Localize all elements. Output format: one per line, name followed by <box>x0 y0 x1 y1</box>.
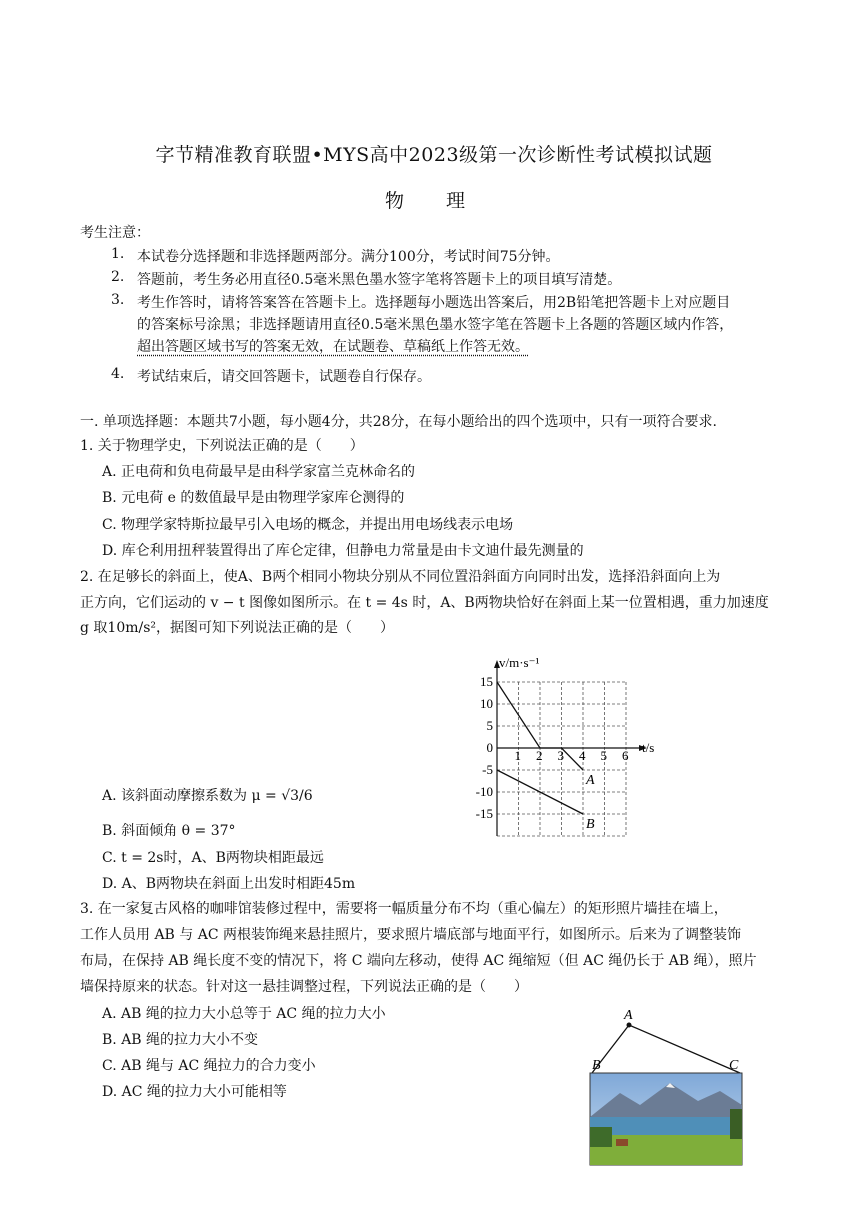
q3-option-a: A. AB 绳的拉力大小总等于 AC 绳的拉力大小 <box>102 1006 386 1022</box>
q2-option-d: D. A、B两物块在斜面上出发时相距45m <box>102 876 356 892</box>
q1-option-d: D. 库仑利用扭秤装置得出了库仑定律，但静电力常量是由卡文迪什最先测量的 <box>102 543 584 559</box>
label-c: C <box>729 1058 739 1073</box>
notice-item-2-num: 2. <box>111 269 125 285</box>
q2-stem-line-1: 2. 在足够长的斜面上，使A、B两个相同小物块分别从不同位置沿斜面方向同时出发，选择沿斜面向上为 <box>80 569 721 585</box>
q1-option-c: C. 物理学家特斯拉最早引入电场的概念，并提出用电场线表示电场 <box>102 517 514 533</box>
q3-stem-line-3: 布局，在保持 AB 绳长度不变的情况下，将 C 端向左移动，使得 AC 绳缩短（但 AC 绳仍长于 AB 绳），照片 <box>80 953 757 969</box>
q2-stem-line-2: 正方向，它们运动的 v − t 图像如图所示。在 t = 4s 时，A、B两物块恰好在斜面上某一位置相遇，重力加速度 <box>80 595 769 611</box>
x-axis-label: t/s <box>642 740 655 755</box>
series-label-a: A <box>586 773 595 788</box>
x-tick-label: 2 <box>536 748 543 763</box>
q3-stem-line-2: 工作人员用 AB 与 AC 两根装饰绳来悬挂照片，要求照片墙底部与地面平行，如图所示。后来为了调整装饰 <box>80 927 742 943</box>
x-tick-label: 4 <box>579 748 586 763</box>
q3-option-b: B. AB 绳的拉力大小不变 <box>102 1032 259 1048</box>
hanging-picture-figure <box>580 1005 755 1170</box>
notice-item-4: 考试结束后，请交回答题卡，试题卷自行保存。 <box>137 369 431 385</box>
y-tick-label: -15 <box>475 806 493 821</box>
x-tick-label: 5 <box>600 748 607 763</box>
notice-item-1: 本试卷分选择题和非选择题两部分。满分100分，考试时间75分钟。 <box>137 249 560 265</box>
q2-option-c: C. t = 2s时，A、B两物块相距最远 <box>102 850 324 866</box>
section-1-heading: 一. 单项选择题：本题共7小题，每小题4分，共28分，在每小题给出的四个选项中，只有一项符合要求. <box>80 414 717 430</box>
notice-item-3-num: 3. <box>111 292 125 308</box>
vt-graph <box>455 655 660 845</box>
y-tick-label: 5 <box>486 718 493 733</box>
exam-title: 字节精准教育联盟•MYS高中2023级第一次诊断性考试模拟试题 <box>155 144 713 166</box>
q3-option-c: C. AB 绳与 AC 绳拉力的合力变小 <box>102 1058 316 1074</box>
rope-ac <box>629 1025 740 1073</box>
q1-stem: 1. 关于物理学史，下列说法正确的是（ ） <box>80 438 364 454</box>
x-tick-label: 3 <box>557 748 564 763</box>
subject-title: 物 理 <box>384 190 484 212</box>
notice-item-4-num: 4. <box>111 366 125 382</box>
q1-option-a: A. 正电荷和负电荷最早是由科学家富兰克林命名的 <box>102 464 416 480</box>
x-tick-label: 6 <box>622 748 629 763</box>
notice-item-3-line-2: 的答案标号涂黑；非选择题请用直径0.5毫米黑色墨水签字笔在答题卡上各题的答题区域内作答， <box>137 317 734 333</box>
y-tick-label: 10 <box>480 696 493 711</box>
notice-item-3-line-3: 超出答题区域书写的答案无效，在试题卷、草稿纸上作答无效。 <box>137 339 529 355</box>
q1-option-b: B. 元电荷 e 的数值最早是由物理学家库仑测得的 <box>102 490 405 506</box>
notice-item-3-line-1: 考生作答时，请将答案答在答题卡上。选择题每小题选出答案后，用2B铅笔把答题卡上对应题目 <box>137 295 731 311</box>
y-axis-label: v/m·s⁻¹ <box>499 655 540 670</box>
label-b: B <box>592 1058 601 1073</box>
q3-stem-line-4: 墙保持原来的状态。针对这一悬挂调整过程，下列说法正确的是（ ） <box>80 979 528 995</box>
x-tick-label: 1 <box>514 748 521 763</box>
q3-stem-line-1: 3. 在一家复古风格的咖啡馆装修过程中，需要将一幅质量分布不均（重心偏左）的矩形照片墙挂在墙上， <box>80 901 728 917</box>
y-tick-label: 0 <box>486 740 493 755</box>
q2-option-a: A. 该斜面动摩擦系数为 μ = √3/6 <box>102 788 313 804</box>
y-tick-label: 15 <box>480 674 493 689</box>
series-label-b: B <box>586 817 595 832</box>
y-tick-label: -10 <box>475 784 493 799</box>
q2-stem-line-3: g 取10m/s²，据图可知下列说法正确的是（ ） <box>80 620 395 636</box>
notice-item-1-num: 1. <box>111 246 125 262</box>
notice-heading: 考生注意： <box>80 225 150 241</box>
point-a <box>627 1023 632 1028</box>
y-tick-label: -5 <box>482 762 493 777</box>
q3-option-d: D. AC 绳的拉力大小可能相等 <box>102 1084 287 1100</box>
q2-option-b: B. 斜面倾角 θ = 37° <box>102 823 236 839</box>
landscape-photo <box>590 1073 742 1165</box>
label-a: A <box>624 1008 633 1023</box>
notice-item-2: 答题前，考生务必用直径0.5毫米黑色墨水签字笔将答题卡上的项目填写清楚。 <box>137 272 622 288</box>
